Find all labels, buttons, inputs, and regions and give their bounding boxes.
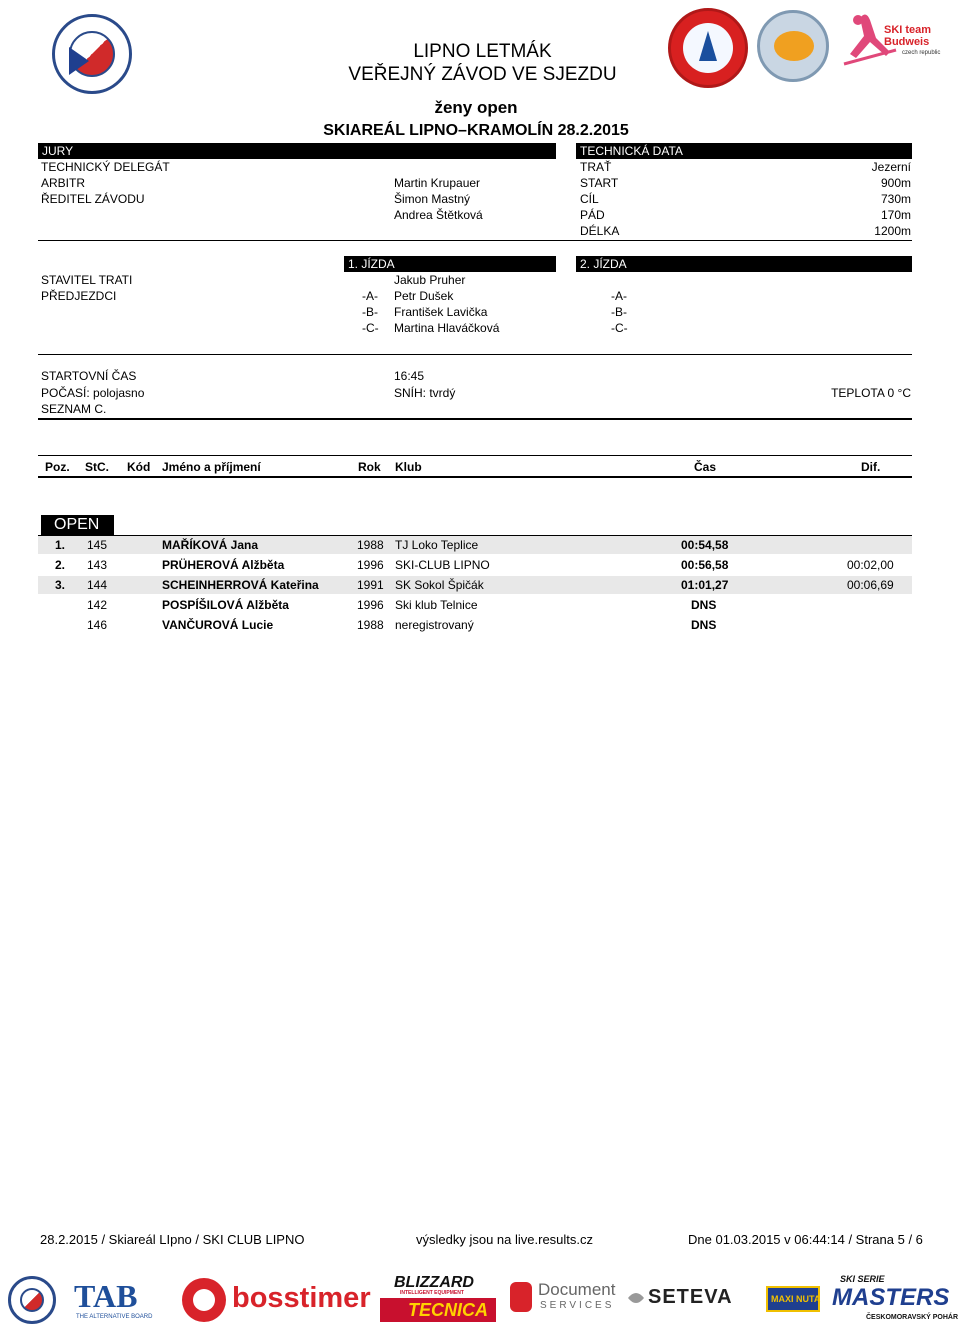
cell-bib: 146 xyxy=(87,618,108,632)
cell-name: MAŘÍKOVÁ Jana xyxy=(162,538,259,552)
tech-value-course: Jezerní xyxy=(871,160,911,174)
jury-name-director: Šimon Mastný xyxy=(394,192,471,206)
col-header-club: Klub xyxy=(395,460,422,474)
group-badge xyxy=(41,515,114,535)
jury-name-extra: Andrea Štětková xyxy=(394,208,483,222)
bosstimer-logo xyxy=(182,1278,372,1324)
masters-logo-text: MASTERS xyxy=(832,1284,950,1311)
forerunner-b-mark1: -B- xyxy=(362,305,378,319)
venue-title: SKIAREÁL LIPNO–KRAMOLÍN 28.2.2015 xyxy=(323,122,629,139)
forerunner-b-name: František Lavička xyxy=(394,305,488,319)
forerunner-a-name: Petr Dušek xyxy=(394,289,454,303)
svl-logo-text xyxy=(55,17,56,18)
cell-name: PRÜHEROVÁ Alžběta xyxy=(162,558,285,572)
maxi-nuta-logo xyxy=(766,1286,820,1312)
tech-label-drop: PÁD xyxy=(580,208,605,222)
jury-heading-bar xyxy=(38,143,556,159)
col-header-time: Čas xyxy=(694,460,717,474)
cell-name: SCHEINHERROVÁ Kateřina xyxy=(162,578,319,592)
seeding-list-text: SEZNAM C. xyxy=(41,402,107,416)
cell-year: 1991 xyxy=(357,578,384,592)
col-header-pos: Poz. xyxy=(45,460,70,474)
weather-text: POČASÍ: polojasno xyxy=(41,386,145,400)
document-emblem-icon xyxy=(510,1282,532,1312)
cell-year: 1996 xyxy=(357,558,384,572)
document-logo-text: Document xyxy=(538,1280,616,1299)
cell-time: 00:54,58 xyxy=(681,538,729,552)
divider xyxy=(38,354,912,355)
start-time-label: STARTOVNÍ ČAS xyxy=(41,369,137,383)
forerunner-a-mark1: -A- xyxy=(362,289,378,303)
tech-label-finish: CÍL xyxy=(580,192,599,206)
cell-club: SKI-CLUB LIPNO xyxy=(395,558,490,572)
cell-time: DNS xyxy=(691,618,717,632)
document-services-logo xyxy=(510,1280,616,1320)
start-time-value: 16:45 xyxy=(394,369,425,383)
col-header-code: Kód xyxy=(127,460,151,474)
cell-time: 01:01,27 xyxy=(681,578,729,592)
cell-club: neregistrovaný xyxy=(395,618,474,632)
blizzard-tecnica-logo xyxy=(380,1274,496,1324)
cell-name: VANČUROVÁ Lucie xyxy=(162,618,274,632)
footer-left-text: 28.2.2015 / Skiareál LIpno / SKI CLUB LIPNO xyxy=(40,1232,305,1247)
footer-right-text: Dne 01.03.2015 v 06:44:14 / Strana 5 / 6 xyxy=(688,1232,923,1247)
forerunner-c-mark1: -C- xyxy=(362,321,379,335)
divider xyxy=(38,240,912,241)
footer-middle-text: výsledky jsou na live.results.cz xyxy=(416,1232,594,1247)
tecnica-logo-text: TECNICA xyxy=(408,1300,488,1320)
masters-logo-subtext: ČESKOMORAVSKÝ POHÁR xyxy=(866,1314,959,1321)
tech-label-course: TRAŤ xyxy=(580,160,612,174)
cell-pos: 1. xyxy=(55,538,66,552)
forerunner-a-mark2: -A- xyxy=(611,289,627,303)
forerunner-c-mark2: -C- xyxy=(611,321,628,335)
cell-time: DNS xyxy=(691,598,717,612)
tech-label-start: START xyxy=(580,176,619,190)
technical-heading: TECHNICKÁ DATA xyxy=(580,144,683,158)
run2-label: 2. JÍZDA xyxy=(580,257,627,271)
event-subtitle: VEŘEJNÝ ZÁVOD VE SJEZDU xyxy=(348,64,617,85)
cell-bib: 144 xyxy=(87,578,108,592)
cell-pos: 3. xyxy=(55,578,66,592)
table-header-top-line xyxy=(38,455,912,456)
cell-bib: 143 xyxy=(87,558,108,572)
course-setter-label: STAVITEL TRATI xyxy=(41,273,133,287)
cell-bib: 142 xyxy=(87,598,108,612)
cell-year: 1988 xyxy=(357,538,384,552)
tech-value-finish: 730m xyxy=(880,192,911,206)
group-label: OPEN xyxy=(54,516,100,533)
table-header-bottom-line xyxy=(38,476,912,478)
tech-value-start: 900m xyxy=(880,176,911,190)
masters-top-text: SKI SERIE xyxy=(840,1274,885,1284)
svl-footer-logo xyxy=(8,1276,56,1324)
team-logo-subtext: czech republic xyxy=(902,50,941,56)
temperature-text: TEPLOTA 0 °C xyxy=(831,386,911,400)
blizzard-logo-text: BLIZZARD xyxy=(394,1274,474,1291)
col-header-bib: StC. xyxy=(85,460,109,474)
forerunner-c-name: Martina Hlaváčková xyxy=(394,321,500,335)
cell-diff: 00:02,00 xyxy=(847,558,894,572)
category-title: ženy open xyxy=(434,98,518,117)
blizzard-logo-subtext: INTELLIGENT EQUIPMENT xyxy=(400,1290,464,1296)
cell-club: SK Sokol Špičák xyxy=(395,578,484,592)
cell-year: 1988 xyxy=(357,618,384,632)
col-header-year: Rok xyxy=(358,460,381,474)
jury-name-arbiter: Martin Krupauer xyxy=(394,176,481,190)
cell-year: 1996 xyxy=(357,598,384,612)
cell-bib: 145 xyxy=(87,538,108,552)
technical-heading-bar xyxy=(576,143,912,159)
chlum-logo-text xyxy=(760,13,761,14)
forerunner-b-mark2: -B- xyxy=(611,305,627,319)
jury-label-delegate: TECHNICKÝ DELEGÁT xyxy=(41,160,170,174)
cell-time: 00:56,58 xyxy=(681,558,729,572)
cell-club: Ski klub Telnice xyxy=(395,598,478,612)
snow-text: SNÍH: tvrdý xyxy=(394,386,456,400)
run1-label: 1. JÍZDA xyxy=(348,257,395,271)
lipno-logo-text xyxy=(671,11,672,12)
jury-label-arbiter: ARBITR xyxy=(41,176,86,190)
run2-bar xyxy=(576,256,912,272)
tab-logo xyxy=(74,1278,166,1324)
ski-masters-logo xyxy=(832,1274,958,1328)
run1-bar xyxy=(344,256,556,272)
jury-label-director: ŘEDITEL ZÁVODU xyxy=(41,192,145,206)
col-header-diff: Dif. xyxy=(861,460,881,474)
seteva-emblem-icon xyxy=(626,1288,646,1308)
event-title: LIPNO LETMÁK xyxy=(413,41,552,62)
tab-logo-subtext: THE ALTERNATIVE BOARD xyxy=(76,1314,153,1320)
tech-value-drop: 170m xyxy=(880,208,911,222)
cell-pos: 2. xyxy=(55,558,66,572)
col-header-name: Jméno a příjmení xyxy=(162,460,261,474)
cell-name: POSPÍŠILOVÁ Alžběta xyxy=(162,598,289,612)
cell-club: TJ Loko Teplice xyxy=(395,538,479,552)
cell-diff: 00:06,69 xyxy=(847,578,894,592)
course-setter-name: Jakub Pruher xyxy=(394,273,466,287)
bosstimer-logo-text: bosstimer xyxy=(232,1282,371,1314)
seteva-logo xyxy=(626,1284,744,1318)
team-logo-text: SKI team Budweis xyxy=(884,24,932,48)
divider xyxy=(38,418,912,420)
tech-value-length: 1200m xyxy=(874,224,911,238)
maxi-logo-text: MAXI NUTA xyxy=(771,1294,821,1304)
tech-label-length: DÉLKA xyxy=(580,224,620,238)
tab-logo-text: TAB xyxy=(74,1278,138,1314)
document-logo-subtext: SERVICES xyxy=(540,1300,615,1311)
jury-heading: JURY xyxy=(42,144,74,158)
forerunners-label: PŘEDJEZDCI xyxy=(41,289,117,303)
seteva-logo-text: SETEVA xyxy=(648,1286,733,1308)
